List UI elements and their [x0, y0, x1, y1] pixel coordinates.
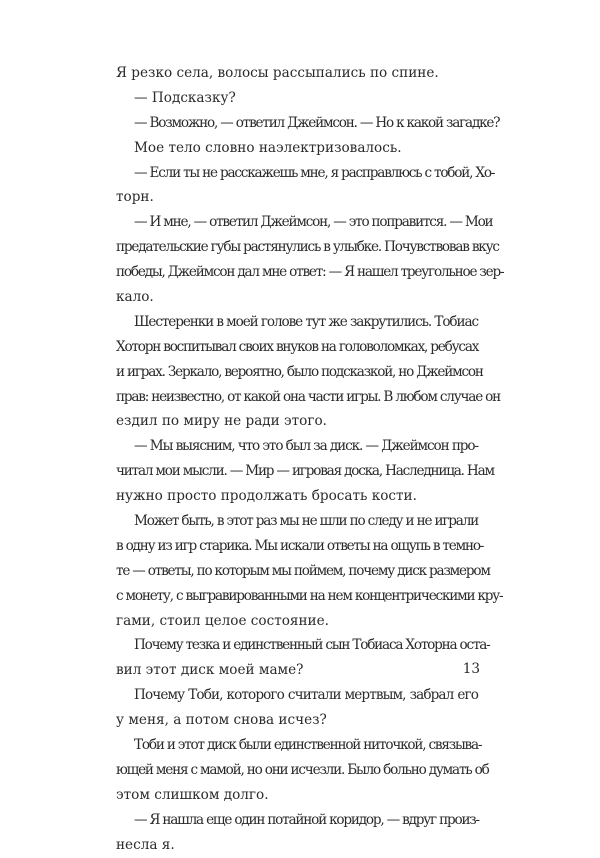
text-line: кало. — [116, 289, 154, 306]
text-line: вил этот диск моей маме? — [116, 662, 304, 679]
text-line: победы, Джеймсон дал мне ответ: — Я нашел треугольное зер- — [116, 264, 504, 281]
text-line: читал мои мысли. — Мир — игровая доска, Наследница. Нам — [116, 463, 494, 480]
text-line: Почему тезка и единственный сын Тобиаса Хоторна оста- — [134, 637, 490, 654]
text-line: Тоби и этот диск были единственной ниточкой, связыва- — [134, 737, 482, 754]
text-line: Почему Тоби, которого считали мертвым, забрал его — [134, 687, 478, 704]
text-line: в одну из игр старика. Мы искали ответы на ощупь в темно- — [116, 537, 484, 554]
text-line: те — ответы, по которым мы поймем, почему диск размером — [116, 562, 490, 579]
text-line: несла я. — [116, 836, 175, 853]
text-line: ющей меня с мамой, но они исчезли. Было больно думать об — [116, 761, 489, 778]
text-line: торн. — [116, 189, 154, 206]
text-line: и играх. Зеркало, вероятно, было подсказкой, но Джеймсон — [116, 363, 483, 380]
text-line: предательские губы растянулись в улыбке. Почувствовав вкус — [116, 239, 499, 256]
body-text — [116, 61, 504, 858]
text-line: — Мы выясним, что это был за диск. — Джеймсон про- — [134, 438, 478, 455]
text-line: ездил по миру не ради этого. — [116, 413, 327, 430]
text-line: Мое тело словно наэлектризовалось. — [134, 139, 402, 156]
text-line: этом слишком долго. — [116, 786, 269, 803]
text-line: Я резко села, волосы рассыпались по спине. — [116, 65, 439, 81]
text-line: — Если ты не расскажешь мне, я расправлюсь с тобой, Хо- — [134, 164, 495, 181]
page-number: 13 — [462, 661, 480, 677]
text-line: с монету, с выгравированными на нем концентрическими кру- — [116, 587, 503, 604]
text-line: Шестеренки в моей голове тут же закрутились. Тобиас — [134, 313, 478, 330]
text-line: — Возможно, — ответил Джеймсон. — Но к какой загадке? — [134, 114, 500, 131]
text-line: Хоторн воспитывал своих внуков на головоломках, ребусах — [116, 338, 479, 355]
text-line: у меня, а потом снова исчез? — [116, 712, 327, 729]
text-line: Может быть, в этот раз мы не шли по следу и не играли — [134, 513, 478, 530]
text-line: — Подсказку? — [134, 89, 236, 106]
text-line: — Я нашла еще один потайной коридор, — вдруг произ- — [134, 811, 479, 828]
text-line: гами, стоил целое состояние. — [116, 612, 329, 629]
text-line: — И мне, — ответил Джеймсон, — это поправится. — Мои — [134, 214, 493, 231]
text-line: нужно просто продолжать бросать кости. — [116, 488, 417, 505]
text-line: прав: неизвестно, от какой она части игры. В любом случае он — [116, 388, 501, 405]
